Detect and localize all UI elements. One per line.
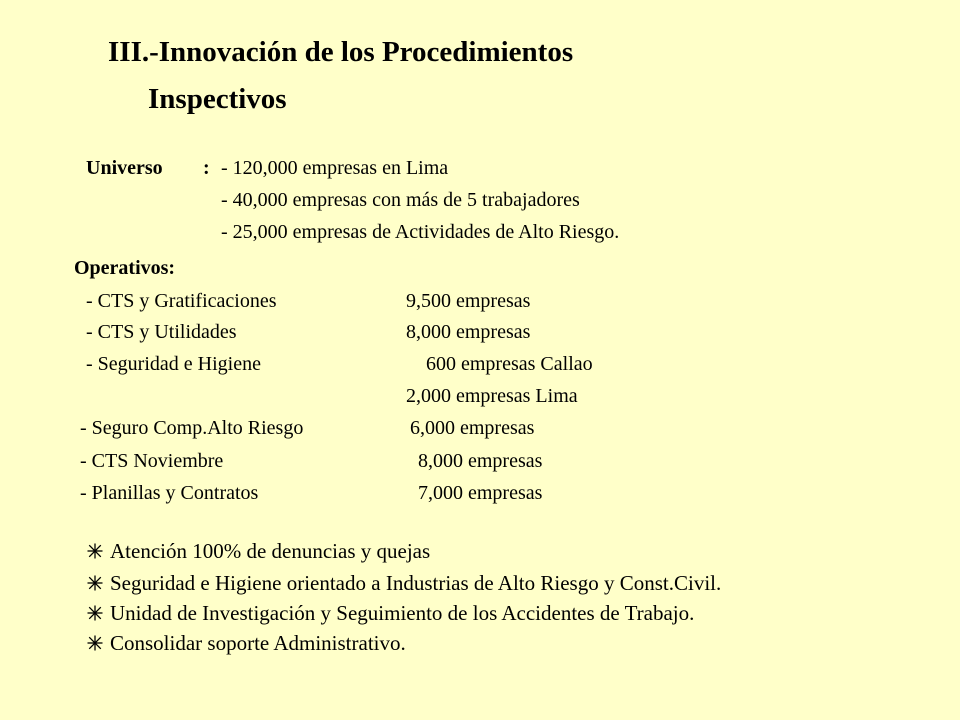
universo-item: - 25,000 empresas de Actividades de Alto Riesgo. [221, 221, 620, 243]
operativo-value: 8,000 empresas [406, 321, 531, 343]
universo-separator: : [203, 157, 210, 179]
universo-label: Universo [86, 157, 163, 179]
universo-item: - 40,000 empresas con más de 5 trabajadores [221, 189, 580, 211]
bullet-text: Seguridad e Higiene orientado a Industrias de Alto Riesgo y Const.Civil. [110, 571, 722, 595]
bullet-item [86, 573, 721, 594]
operativo-name: - CTS Noviembre [80, 450, 224, 472]
operativo-name: - Planillas y Contratos [80, 482, 259, 504]
asterisk-box-icon [86, 634, 104, 652]
bullet-item [86, 633, 406, 654]
bullet-item [86, 603, 694, 624]
bullet-text: Atención 100% de denuncias y quejas [110, 539, 431, 563]
operativo-value: 2,000 empresas Lima [406, 385, 578, 407]
asterisk-box-icon [86, 542, 104, 560]
slide-title-line2: Inspectivos [148, 83, 287, 115]
bullet-item [86, 541, 430, 562]
slide-title-line1: III.-Innovación de los Procedimientos [108, 36, 574, 68]
asterisk-box-icon [86, 574, 104, 592]
operativo-name: - Seguridad e Higiene [86, 353, 261, 375]
operativo-name: - Seguro Comp.Alto Riesgo [80, 417, 304, 439]
operativo-name: - CTS y Utilidades [86, 321, 237, 343]
operativo-value: 9,500 empresas [406, 290, 531, 312]
operativo-value: 7,000 empresas [418, 482, 543, 504]
bullet-text: Consolidar soporte Administrativo. [110, 631, 406, 655]
operativo-value: 600 empresas Callao [426, 353, 593, 375]
operativo-value: 8,000 empresas [418, 450, 543, 472]
universo-item: - 120,000 empresas en Lima [221, 157, 449, 179]
operativos-label: Operativos: [74, 257, 176, 279]
asterisk-box-icon [86, 604, 104, 622]
operativo-name: - CTS y Gratificaciones [86, 290, 277, 312]
bullet-text: Unidad de Investigación y Seguimiento de los Accidentes de Trabajo. [110, 601, 695, 625]
operativo-value: 6,000 empresas [410, 417, 535, 439]
